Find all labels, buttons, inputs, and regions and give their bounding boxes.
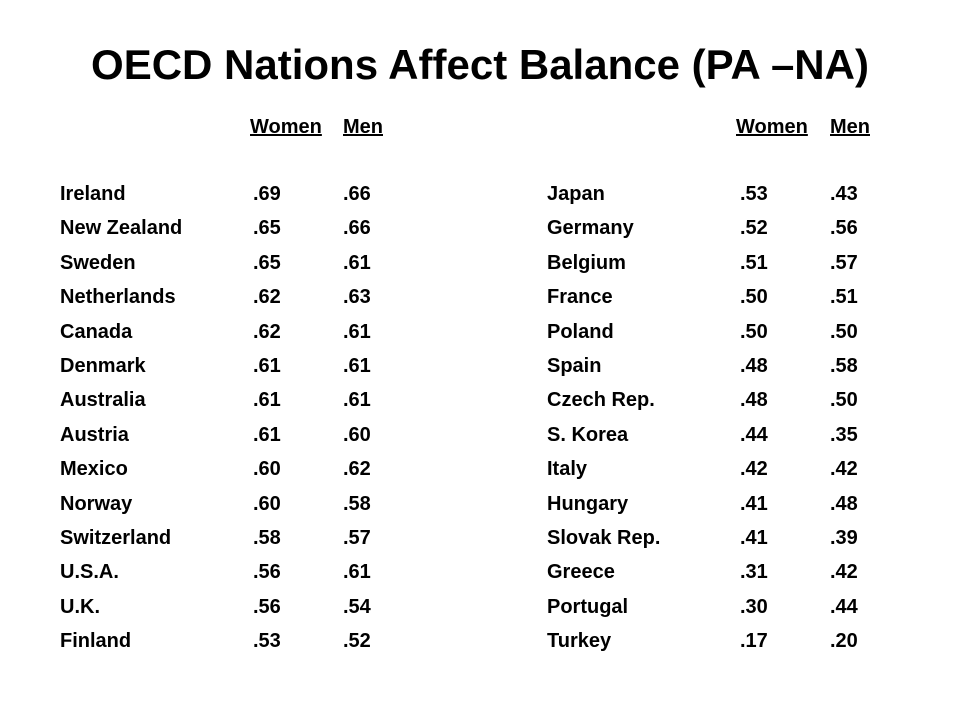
women-value: .48: [740, 354, 768, 377]
page-title: OECD Nations Affect Balance (PA –NA): [91, 41, 869, 88]
country-name: Italy: [547, 458, 588, 481]
women-value: .44: [740, 423, 768, 446]
men-value: .43: [830, 183, 858, 205]
country-name: Sweden: [60, 251, 136, 274]
men-value: .58: [830, 354, 858, 377]
country-name: Austria: [60, 423, 129, 446]
men-value: .50: [830, 320, 858, 343]
men-value: .60: [343, 423, 371, 446]
country-name: Poland: [547, 320, 614, 343]
men-value: .66: [343, 217, 371, 240]
country-name: U.S.A.: [60, 561, 119, 584]
country-name: Switzerland: [60, 526, 172, 549]
men-value: .44: [830, 595, 858, 618]
women-value: .65: [253, 251, 281, 274]
women-value: .61: [253, 354, 281, 377]
country-name: Japan: [547, 183, 605, 205]
country-name: U.K.: [60, 595, 100, 618]
country-name: Belgium: [547, 251, 626, 274]
men-value: .58: [343, 492, 371, 515]
women-value: .53: [740, 183, 768, 205]
men-value: .50: [830, 389, 858, 412]
men-value: .63: [343, 286, 371, 309]
country-name: France: [547, 286, 613, 309]
women-value: .17: [740, 630, 768, 653]
women-value: .42: [740, 458, 768, 481]
women-value: .61: [253, 389, 281, 412]
men-value: .54: [343, 595, 371, 618]
women-value: .30: [740, 595, 768, 618]
men-value: .20: [830, 630, 858, 653]
country-name: Denmark: [60, 354, 146, 377]
country-name: Mexico: [60, 458, 128, 481]
country-name: Hungary: [547, 492, 629, 515]
men-value: .61: [343, 561, 371, 584]
country-name: New Zealand: [60, 217, 183, 240]
women-value: .50: [740, 286, 768, 309]
women-value: .69: [253, 183, 281, 205]
men-value: .42: [830, 458, 858, 481]
women-value: .61: [253, 423, 281, 446]
men-value: .61: [343, 251, 371, 274]
men-value: .52: [343, 630, 371, 653]
country-name: Finland: [60, 630, 132, 653]
women-value: .41: [740, 526, 768, 549]
women-value: .62: [253, 286, 281, 309]
country-name: Ireland: [60, 183, 126, 205]
country-name: Slovak Rep.: [547, 526, 661, 549]
country-name: Australia: [60, 389, 146, 412]
left-header-women: Women: [250, 116, 322, 138]
women-value: .50: [740, 320, 768, 343]
women-value: .53: [253, 630, 281, 653]
women-value: .60: [253, 492, 281, 515]
men-value: .56: [830, 217, 858, 240]
women-value: .62: [253, 320, 281, 343]
men-value: .39: [830, 526, 858, 549]
right-header-men: Men: [830, 116, 870, 138]
men-value: .61: [343, 354, 371, 377]
women-value: .60: [253, 458, 281, 481]
men-value: .61: [343, 320, 371, 343]
women-value: .58: [253, 526, 281, 549]
country-name: Germany: [547, 217, 634, 240]
women-value: .48: [740, 389, 768, 412]
women-value: .65: [253, 217, 281, 240]
women-value: .51: [740, 251, 768, 274]
men-value: .48: [830, 492, 858, 515]
men-value: .66: [343, 183, 371, 205]
women-value: .56: [253, 561, 281, 584]
country-name: Greece: [547, 561, 615, 584]
left-header-men: Men: [343, 116, 383, 138]
country-name: Turkey: [547, 630, 612, 653]
men-value: .35: [830, 423, 858, 446]
women-value: .52: [740, 217, 768, 240]
men-value: .42: [830, 561, 858, 584]
country-name: Czech Rep.: [547, 389, 655, 412]
country-name: S. Korea: [547, 423, 629, 446]
country-name: Spain: [547, 354, 602, 377]
country-name: Netherlands: [60, 286, 176, 309]
country-name: Portugal: [547, 595, 629, 618]
men-value: .61: [343, 389, 371, 412]
country-name: Norway: [60, 492, 133, 515]
country-name: Canada: [60, 320, 133, 343]
men-value: .57: [830, 251, 858, 274]
women-value: .41: [740, 492, 768, 515]
women-value: .56: [253, 595, 281, 618]
right-header-women: Women: [736, 116, 808, 138]
men-value: .57: [343, 526, 371, 549]
men-value: .62: [343, 458, 371, 481]
men-value: .51: [830, 286, 858, 309]
women-value: .31: [740, 561, 768, 584]
